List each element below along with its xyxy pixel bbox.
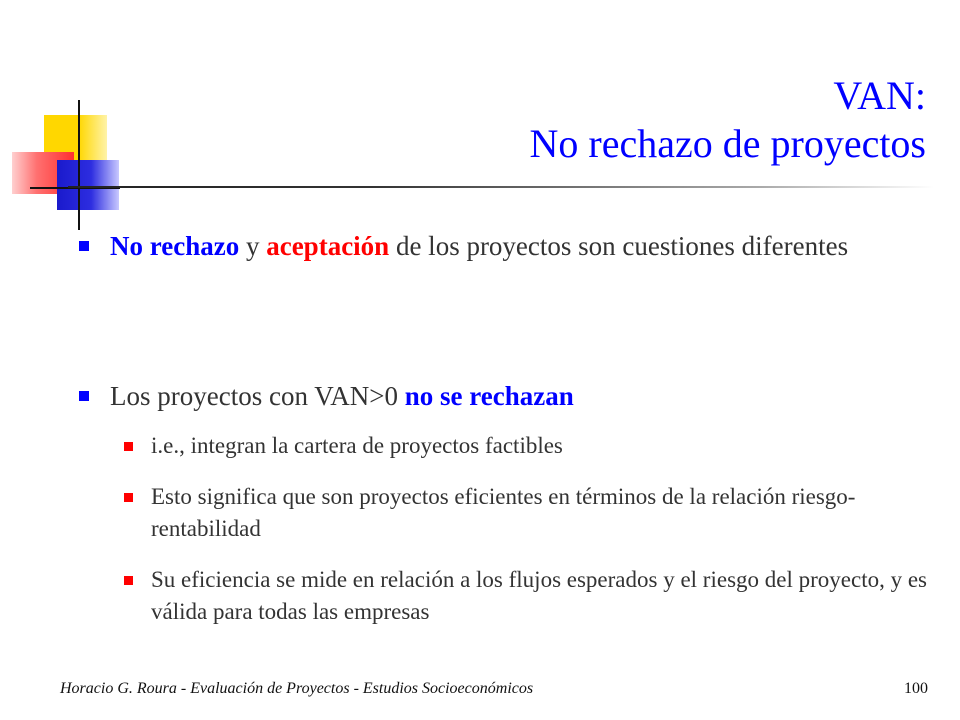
- sub-bullet-1: i.e., integran la cartera de proyectos factibles: [151, 430, 931, 462]
- footer-author: Horacio G. Roura - Evaluación de Proyectos - Estudios Socioeconómicos: [60, 680, 534, 697]
- sub-bullet-2: Esto significa que son proyectos eficientes en términos de la relación riesgo-rentabilidad: [151, 481, 931, 545]
- bullet-text: y: [239, 231, 267, 261]
- bullet-text: Los proyectos con VAN>0: [110, 381, 405, 411]
- vertical-line: [78, 100, 80, 230]
- title-line-2: No rechazo de proyectos: [529, 121, 926, 166]
- emphasis-aceptacion: aceptación: [266, 231, 390, 261]
- page-number: 100: [904, 680, 928, 697]
- slide-title: [530, 72, 926, 168]
- title-line-1: VAN:: [833, 73, 926, 118]
- emphasis-no-se-rechazan: no se rechazan: [404, 381, 574, 411]
- bullet-text: de los proyectos son cuestiones diferentes: [389, 231, 849, 261]
- title-divider: [68, 186, 934, 188]
- blue-square: [57, 160, 119, 210]
- bullet-item-2: [110, 378, 920, 414]
- emphasis-no-rechazo: No rechazo: [110, 231, 240, 261]
- sub-bullet-3: Su eficiencia se mide en relación a los flujos esperados y el riesgo del proyecto, y es válida para todas las empresas: [151, 564, 931, 628]
- decorative-squares-logo: [0, 0, 140, 230]
- bullet-item-1: [110, 228, 920, 264]
